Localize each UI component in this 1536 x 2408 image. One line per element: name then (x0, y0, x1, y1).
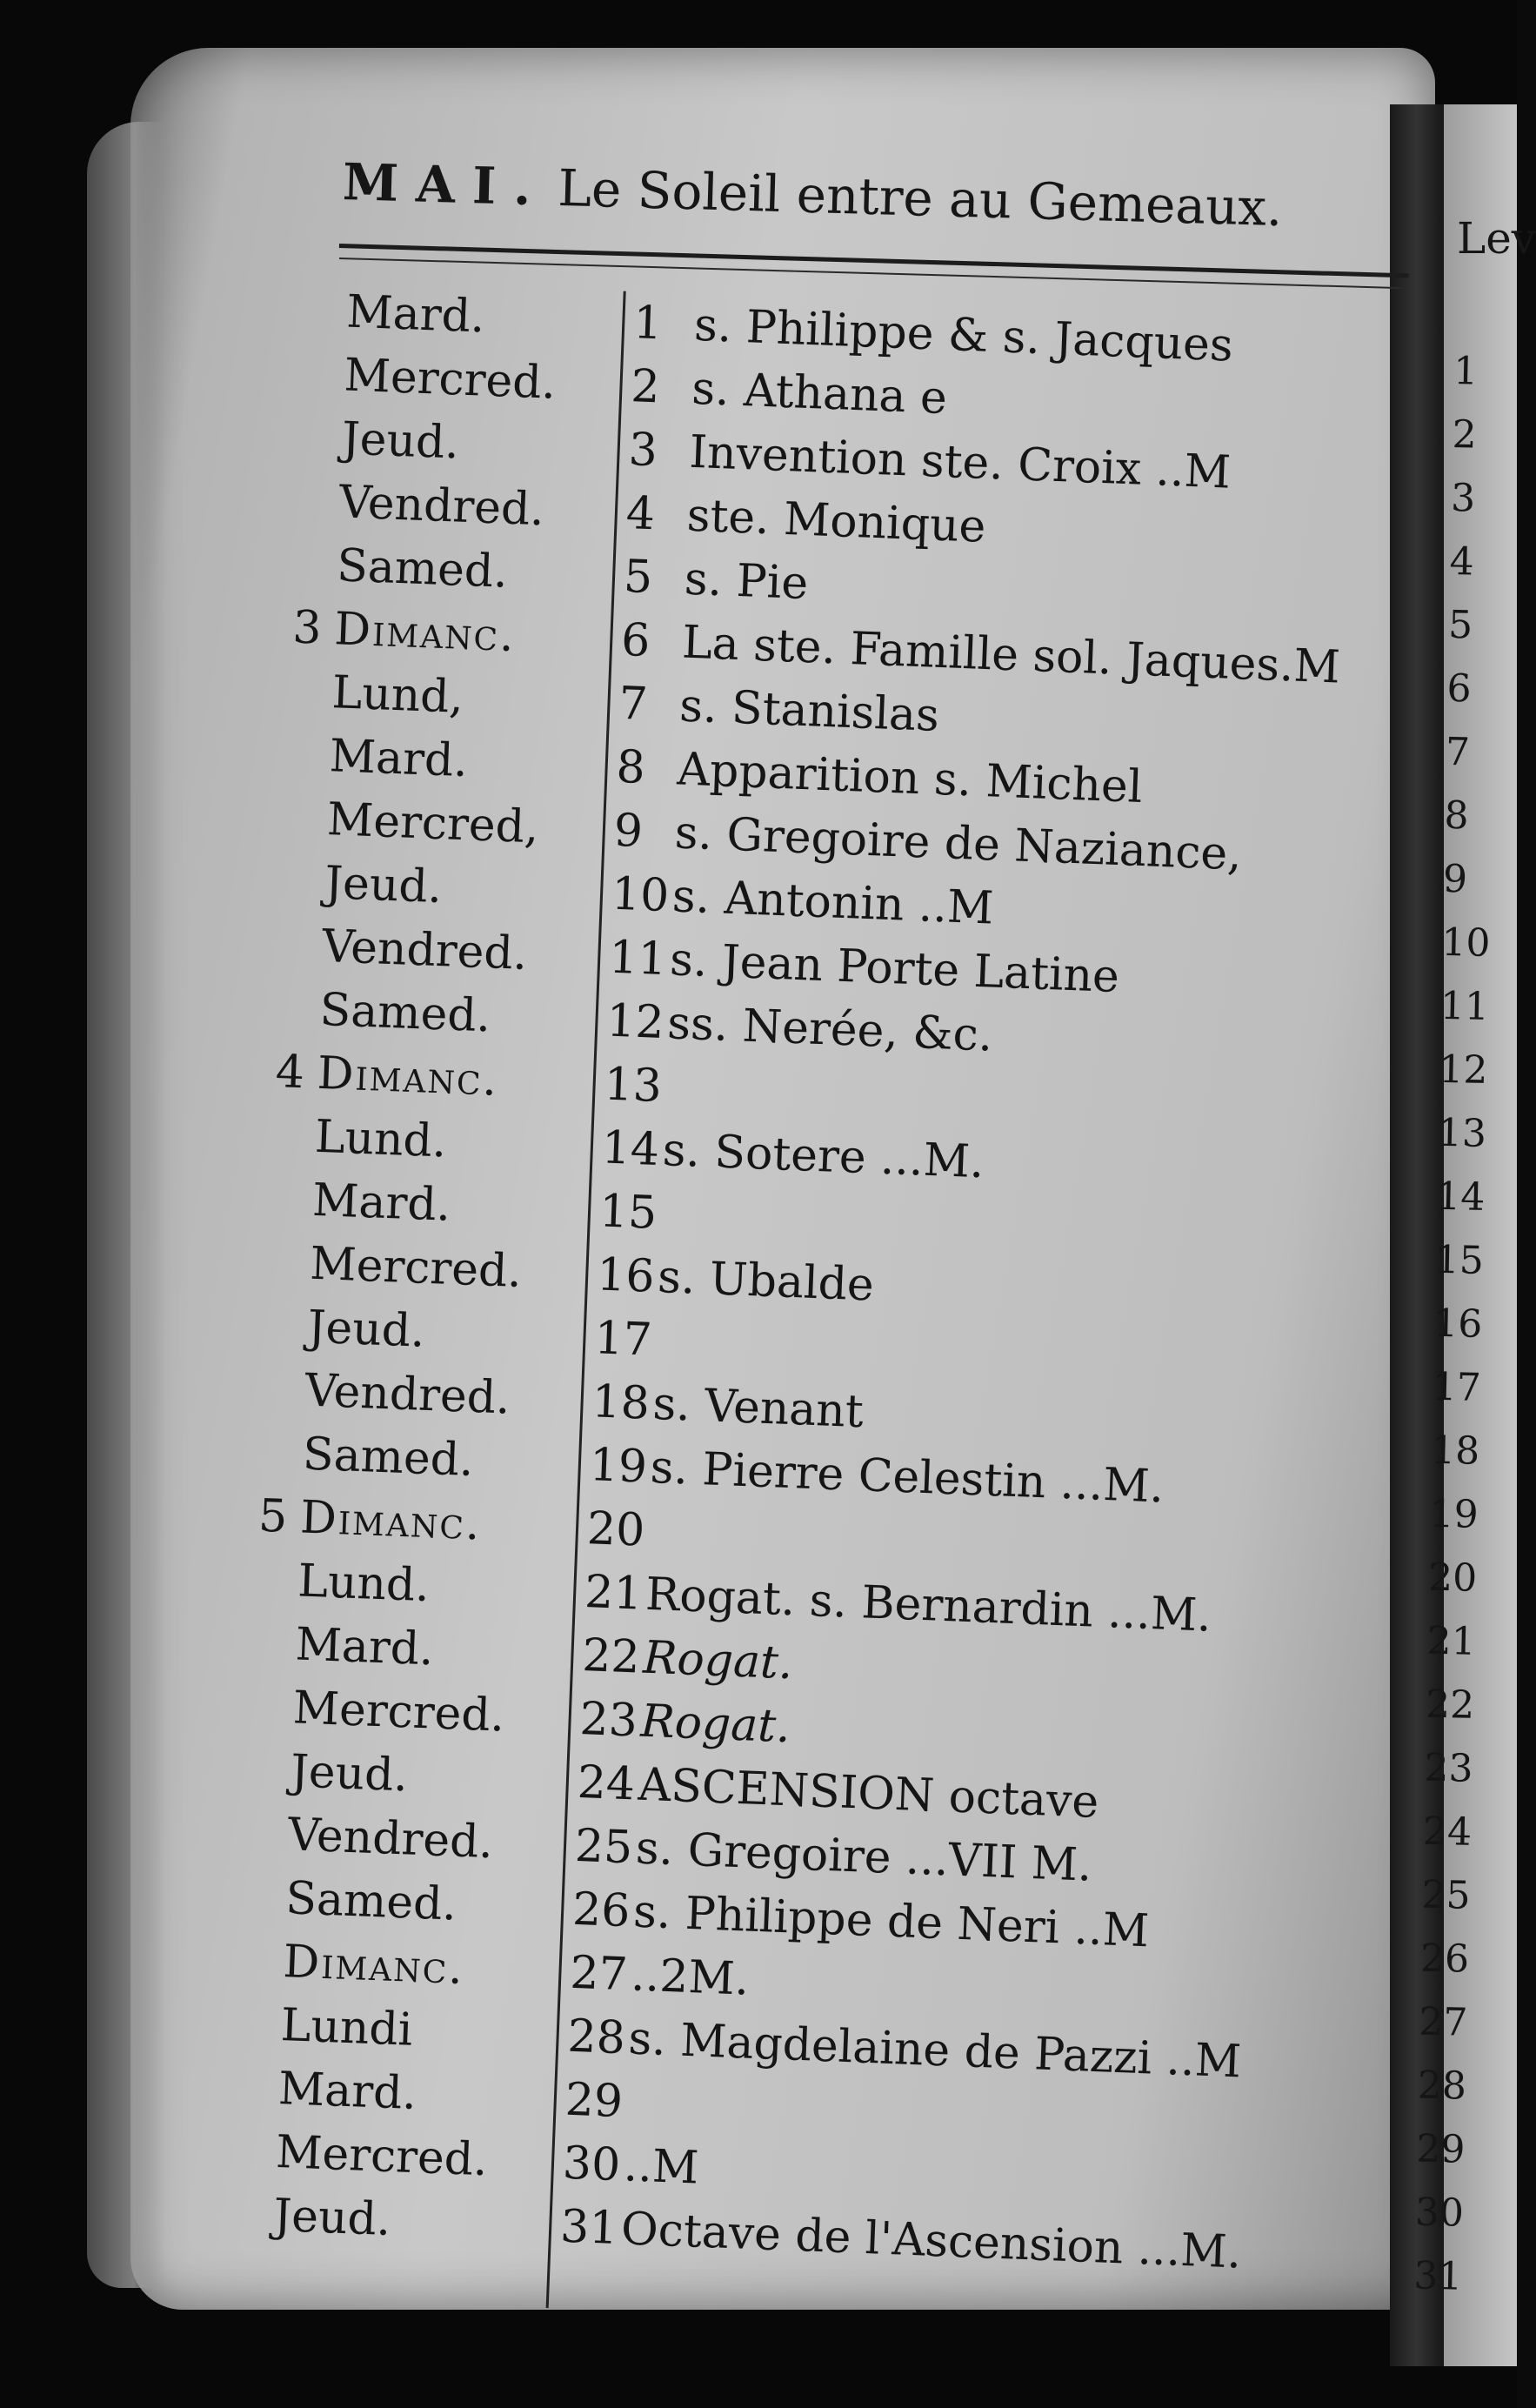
day-name: Lund, (331, 666, 465, 724)
month-title: MAI. (342, 152, 550, 217)
saint-entry: s. Ubalde (657, 1251, 875, 1312)
saint-entry: Rogat. (639, 1695, 791, 1754)
next-page-number: 21 (1426, 1618, 1477, 1664)
next-page-number: 19 (1429, 1491, 1479, 1537)
day-date: 25 (573, 1819, 634, 1875)
day-name: Jeud. (289, 1745, 410, 1803)
day-date: 18 (591, 1375, 651, 1430)
next-page-header: Lev (1457, 213, 1536, 264)
saint-entry: s. Sotere ...M. (661, 1124, 985, 1189)
week-number: 4 (274, 1045, 306, 1100)
next-page-number: 24 (1422, 1809, 1473, 1855)
day-name: Vendred. (287, 1809, 495, 1870)
day-name: Dimanc. (333, 603, 517, 663)
page-edge (87, 122, 165, 2288)
day-name: Mard. (311, 1174, 452, 1232)
next-page-number: 14 (1435, 1174, 1486, 1220)
day-date: 15 (598, 1185, 658, 1240)
day-date: 6 (620, 613, 651, 668)
next-page-number: 31 (1412, 2253, 1463, 2299)
day-date: 5 (622, 550, 654, 605)
saint-entry: s. Pierre Celestin ...M. (649, 1441, 1165, 1514)
day-date: 2 (630, 360, 661, 414)
day-date: 27 (569, 1946, 629, 2002)
saint-entry: s. Venant (651, 1377, 865, 1439)
day-name: Mard. (328, 730, 469, 788)
day-name: Jeud. (324, 857, 444, 914)
day-name: Mercred. (291, 1682, 506, 1742)
day-date: 13 (603, 1058, 663, 1114)
saint-entry: Apparition s. Michel (676, 743, 1144, 813)
day-name: Jeud. (340, 412, 460, 470)
day-date: 28 (566, 2010, 626, 2065)
day-name: Lund. (297, 1555, 431, 1613)
day-name: Mercred. (309, 1237, 523, 1298)
saint-entry: s. Jean Porte Latine (669, 933, 1120, 1004)
day-date: 16 (596, 1248, 656, 1303)
day-name: Jeud. (306, 1301, 426, 1358)
day-date: 30 (561, 2137, 622, 2192)
next-page-number: 5 (1447, 602, 1473, 648)
saint-entry: s. Stanislas (678, 679, 940, 742)
next-page-number: 16 (1432, 1301, 1483, 1347)
day-name: Dimanc. (282, 1936, 466, 1996)
next-page-number: 1 (1453, 348, 1479, 394)
day-date: 23 (578, 1692, 638, 1748)
day-date: 8 (615, 740, 646, 795)
day-date: 24 (576, 1756, 637, 1811)
saint-entry: ..2M. (630, 1949, 751, 2006)
saint-entry: s. Philippe de Neri ..M (632, 1885, 1151, 1958)
saint-entry: s. Antonin ..M (671, 870, 995, 935)
day-name: Mercred, (326, 793, 540, 854)
day-date: 17 (593, 1312, 653, 1367)
day-date: 31 (559, 2200, 619, 2256)
day-date: 14 (600, 1121, 661, 1176)
day-date: 3 (627, 424, 658, 478)
day-name: Samed. (284, 1872, 458, 1931)
day-date: 19 (588, 1439, 649, 1494)
next-page-number: 9 (1442, 856, 1468, 902)
saint-entry: s. Gregoire ...VII M. (634, 1822, 1093, 1892)
saint-entry: s. Gregoire de Naziance, (673, 806, 1243, 881)
next-page-number: 18 (1430, 1428, 1480, 1474)
saint-entry: Rogat. s. Bernardin ...M. (644, 1568, 1212, 1642)
day-name: Dimanc. (316, 1047, 500, 1107)
next-page-number: 7 (1445, 729, 1471, 775)
next-page-number: 8 (1444, 793, 1470, 839)
day-name: Mard. (277, 2062, 418, 2121)
saint-entry: Invention ste. Croix ..M (688, 425, 1232, 499)
next-page-number: 25 (1421, 1872, 1472, 1918)
day-name: Lundi (279, 1999, 414, 2057)
saint-entry: s. Magdelaine de Pazzi ..M (627, 2012, 1243, 2089)
day-date: 12 (605, 994, 665, 1050)
day-date: 4 (624, 486, 657, 541)
saint-entry: ss. Nerée, &c. (666, 997, 994, 1062)
saint-entry: ste. Monique (685, 489, 987, 553)
next-page-number: 4 (1449, 538, 1475, 585)
day-date: 7 (618, 677, 649, 732)
day-name: Mercred. (275, 2125, 489, 2187)
next-page-number: 3 (1450, 475, 1476, 521)
saint-entry: ASCENSION octave (637, 1758, 1100, 1829)
day-date: 1 (632, 297, 664, 351)
next-page-number: 6 (1446, 666, 1473, 712)
next-page-number: 20 (1427, 1555, 1478, 1601)
next-page-number: 11 (1439, 983, 1490, 1029)
day-date: 22 (581, 1629, 641, 1684)
day-name: Vendred. (338, 476, 545, 537)
next-page-number: 28 (1417, 2063, 1467, 2109)
day-name: Mard. (294, 1618, 435, 1676)
day-date: 20 (585, 1502, 646, 1557)
next-page-number: 2 (1452, 411, 1478, 458)
next-page-number: 27 (1418, 1999, 1469, 2045)
day-name: Vendred. (304, 1364, 511, 1425)
week-number: 3 (291, 601, 323, 655)
next-page-number: 23 (1424, 1745, 1474, 1791)
next-page-number: 17 (1432, 1364, 1482, 1410)
next-page-number: 26 (1419, 1936, 1470, 1982)
day-date: 11 (608, 931, 668, 987)
day-date: 10 (610, 867, 671, 923)
day-name: Dimanc. (299, 1491, 483, 1551)
next-page-number: 15 (1434, 1237, 1485, 1283)
saint-entry: Rogat. (642, 1631, 794, 1690)
day-name: Mard. (345, 285, 486, 344)
next-page-number: 10 (1440, 920, 1491, 967)
day-name: Samed. (301, 1428, 475, 1488)
day-name: Lund. (313, 1110, 448, 1168)
sun-entry-note: Le Soleil entre au Gemeaux. (557, 157, 1284, 238)
day-name: Vendred. (321, 920, 529, 980)
next-page-number: 29 (1415, 2126, 1466, 2172)
week-number: 5 (257, 1489, 289, 1543)
calendar-table (214, 278, 1412, 2338)
saint-entry: s. Pie (683, 552, 810, 611)
next-page-number: 12 (1438, 1047, 1488, 1093)
day-name: Samed. (336, 539, 509, 599)
day-date: 29 (564, 2073, 624, 2129)
day-name: Jeud. (272, 2189, 392, 2247)
day-name: Mercred. (343, 349, 558, 410)
day-date: 26 (571, 1883, 631, 1938)
saint-entry: s. Philippe & s. Jacques (693, 298, 1234, 372)
saint-entry: Octave de l'Ascension ...M. (620, 2203, 1243, 2279)
next-page-number: 22 (1425, 1682, 1475, 1728)
calendar-rows (216, 278, 1412, 2289)
day-date: 21 (584, 1566, 644, 1621)
next-page-number: 30 (1414, 2190, 1465, 2236)
day-date: 9 (612, 804, 644, 858)
saint-entry: ..M (622, 2139, 700, 2195)
saint-entry: La ste. Famille sol. Jaques.M (681, 616, 1341, 694)
saint-entry: s. Athana e (691, 362, 948, 425)
day-name: Samed. (318, 983, 492, 1043)
next-page-number: 13 (1437, 1110, 1487, 1156)
